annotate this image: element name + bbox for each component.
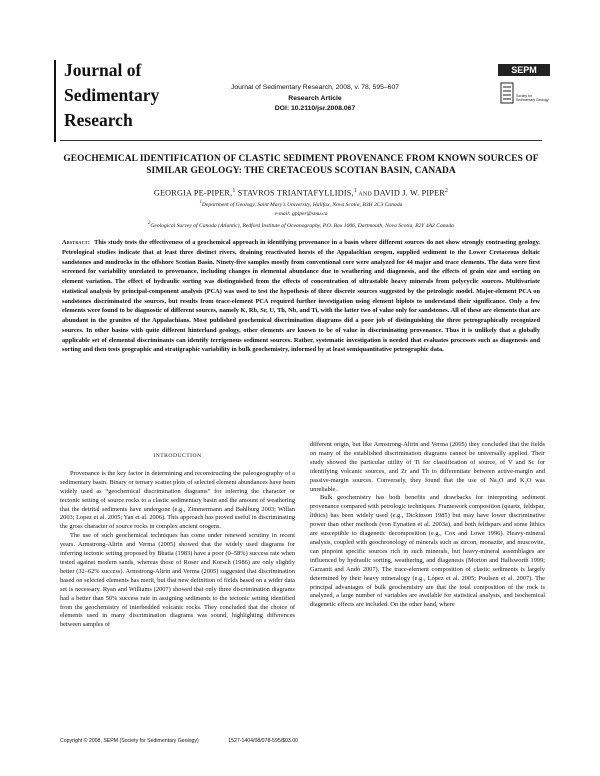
affiliation-text: Geological Survey of Canada (Atlantic), Bedford Institute of Oceanography, P.O. Box 1006, Dartmouth, Nova Scotia, B2Y 4A2 Canada bbox=[150, 222, 454, 229]
body-paragraph: Provenance is the key factor in determining and reconstructing the paleogeography of a sedimentary basin. Binary or ternary scatter plots of selected element abundances have been widely used as “geochemical discrimination diagrams” for inferring the character or tectonic setting of source rocks to a clastic sedimentary basin and the amount of weathering that the detrital sediments have undergone (e.g., Zimmermann and Bahlburg 2003; Willan 2003; Lopez et al. 2005; Yan et al. 2006). This approach has proved useful in discriminating the gross character of source rocks in complex ancient orogens. bbox=[60, 469, 295, 531]
header-rule bbox=[60, 140, 542, 141]
title-line: GEOCHEMICAL IDENTIFICATION OF CLASTIC SEDIMENT PROVENANCE FROM KNOWN SOURCES OF bbox=[63, 154, 539, 164]
affil-marker: 2 bbox=[148, 220, 151, 226]
sepm-wordmark-line: Society for bbox=[516, 94, 533, 98]
sepm-logo-wordmark bbox=[516, 94, 550, 102]
section-heading-introduction: INTRODUCTION bbox=[153, 453, 202, 459]
email-line: e-mail: gpiper@smu.ca bbox=[274, 210, 328, 217]
journal-name-line: Journal of bbox=[64, 60, 142, 80]
author-affil-marker: 1 bbox=[232, 188, 236, 194]
journal-name-line: Sedimentary bbox=[64, 85, 160, 105]
body-paragraph: different origin, but like Armstrong-Altrin and Verma (2005) they concluded that the fields on many of the established discrimination diagrams cannot be universally applied. Their study showed the particular utility of Ti for classification of source, of V and Sc for identifying volcanic sources, and Zr and Th to differentiate between active-margin and passive-margin sources. Conversely, they found that the use of Na₂O and K₂O was unreliable. bbox=[310, 441, 545, 493]
masthead-rule bbox=[54, 60, 56, 142]
title-line: SIMILAR GEOLOGY: THE CRETACEOUS SCOTIAN BASIN, CANADA bbox=[146, 166, 456, 176]
citation-block bbox=[200, 83, 430, 115]
affiliation-text: Department of Geology, Saint Mary's University, Halifax, Nova Scotia, B3H 3C3 Canada bbox=[201, 201, 403, 208]
affil-marker: 1 bbox=[199, 200, 202, 205]
author-name: DAVID J. W. PIPER bbox=[373, 188, 445, 198]
doi: DOI: 10.2110/jsr.2008.067 bbox=[274, 105, 356, 112]
page-footer bbox=[60, 737, 542, 745]
citation-line: Journal of Sedimentary Research, 2008, v. 78, 595–607 bbox=[230, 84, 399, 91]
journal-name-line: Research bbox=[64, 110, 133, 130]
article-type: Research Article bbox=[288, 94, 342, 102]
abstract-text: This study tests the effectiveness of a geochemical approach in identifying provenance in a basin where different sources do not show strongly contrasting geology. Petrological studies indicate that at least three distinct rivers, draining reactivated horsts of the Appalachian orogen, supplied sediment to the Lower Cretaceous deltaic sandstones and mudrocks in the offshore Scotian Basin. Ninety-five samples mostly from conventional core were analyzed for 44 major and trace elements. The data were first screened for variability unrelated to provenance, including changes in elemental abundance due to weathering and diagenesis, and the effects of grain size and sorting on element variation. The effect of hydraulic sorting was distinguished from the effects of concentration of ultrastable heavy minerals from polycyclic sources. Multivariate statistical analysis by principal-component analysis (PCA) was used to test the hypothesis of three discrete sources suggested by the petrologic model. Major-element PCA on sandstones discriminated the sources, but results from trace-element PCA required further investigation using element biplots to understand their significance. Only a few elements were found to be diagnostic of different sources, namely K, Rb, Sr, U, Th, Nb, and Ti, with the latter two of value only for sandstones. All of these are elements that are abundant in the granites of the Appalachians. Most published geochemical discrimination diagrams did a poor job of distinguishing the three petrographically recognized sources. In other basins with quite different hinterland geology, other elements are known to be of value in discriminating provenance. Thus it is unlikely that a globally applicable set of elemental discriminants can identify terrigenous sediment sources. Rather, systematic investigation is needed that evaluates processes such as diagenesis and sorting and then tests geographic and stratigraphic variability in bulk geochemistry, informed by at least semiquantitative petrographic data. bbox=[62, 239, 540, 354]
right-column bbox=[310, 441, 545, 610]
sepm-emblem-icon bbox=[500, 82, 514, 104]
author-affil-marker: 2 bbox=[444, 188, 449, 194]
issn: 1527-1404/08/078-595/$03.00 bbox=[228, 738, 299, 744]
affiliation-line bbox=[60, 198, 542, 210]
journal-name bbox=[64, 58, 164, 133]
copyright-notice: Copyright © 2008, SEPM (Society for Sedimentary Geology) bbox=[60, 738, 199, 744]
affiliations bbox=[60, 198, 542, 231]
author-name: GEORGIA PE-PIPER, bbox=[153, 188, 233, 198]
article-title bbox=[60, 153, 542, 177]
left-column bbox=[60, 452, 295, 630]
abstract-label: Abstract: bbox=[62, 239, 91, 246]
body-paragraph: Bulk geochemistry has both benefits and drawbacks for interpreting sediment provenance compared with petrologic techniques. Framework composition (quartz, feldspar, lithics) has been widely used (e.g., Dickinson 1985) but may have lower discriminative power than other methods (von Eynatten et al. 2003a), and both feldspars and some lithics are susceptible to diagenetic decomposition (e.g., Cox and Lowe 1996). Heavy-mineral analysis, coupled with geochronology of minerals such as zircon, monazite, and muscovite, can pinpoint specific sources rich in such minerals, but heavy-mineral assemblages are influenced by hydraulic sorting, weathering, and diagenesis (Morton and Hallsworth 1999; Garzanti and Andò 2007). The trace-element composition of clastic sediments is largely determined by their heavy mineralogy (e.g., López et al. 2005; Poulsen et al. 2007). The principal advantages of bulk geochemistry are that the total composition of the rock is analyzed, a large number of variables are available for statistical analysis, and isochemical diagenetic effects are included. On the other hand, where bbox=[310, 494, 545, 609]
abstract bbox=[62, 238, 540, 355]
affiliation-line bbox=[60, 219, 542, 231]
sepm-logo-label: SEPM bbox=[498, 64, 550, 76]
sepm-logo bbox=[498, 64, 550, 134]
body-paragraph: The use of such geochemical techniques has come under renewed scrutiny in recent years. Armstrong-Altrin and Verma (2005) showed that the widely used diagrams for inferring tectonic setting proposed by Bhatia (1983) have a poor (0–58%) success rate when tested against modern sands, whereas those of Roser and Korsch (1986) are only slightly better (32–62% success). Armstrong-Altrin and Verma (2005) suggested that discrimination based on selected elements has merit, but that new definition of fields based on a wider data set is necessary. Ryan and Williams (2007) showed that only three discrimination diagrams had a better than 50% success rate in assigning sediments to the tectonic setting identified from the geochemistry of interbedded volcanic rocks. They concluded that the choice of elements used in many discrimination diagrams was sound, highlighting differences between samples of bbox=[60, 532, 295, 629]
author-conjunction: AND bbox=[356, 191, 374, 198]
author-name: STAVROS TRIANTAFYLLIDIS, bbox=[235, 188, 354, 198]
author-affil-marker: 1 bbox=[353, 188, 357, 194]
sepm-wordmark-line: Sedimentary Geology bbox=[516, 98, 549, 103]
